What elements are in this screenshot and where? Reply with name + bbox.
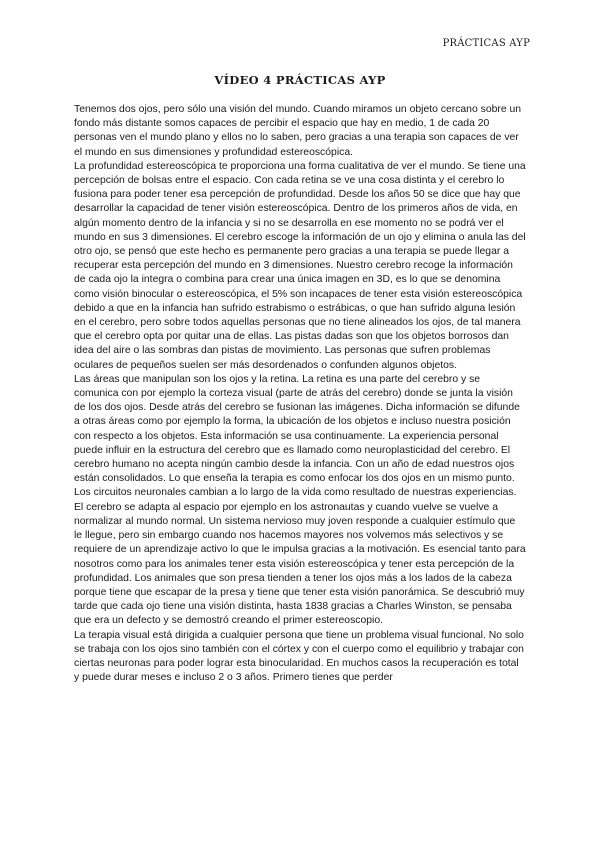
paragraph-intro: Tenemos dos ojos, pero sólo una visión del mundo. Cuando miramos un objeto cercano sobre un fondo más distante somos capaces de percibir el espacio que hay en medio, 1 de cada 20 personas ven el mundo plano y ellos no lo saben, pero gracias a una terapia son capaces de ver el mundo en sus dimensiones y profundidad estereoscópica.	[74, 104, 522, 158]
document-title: VÍDEO 4 PRÁCTICAS AYP	[214, 73, 386, 87]
running-header: PRÁCTICAS AYP	[442, 38, 530, 49]
paragraph-brain-areas: Las áreas que manipulan son los ojos y la retina. La retina es una parte del cerebro y se comunica con por ejemplo la corteza visual (parte de atrás del cerebro) donde se junta la visión de los dos ojos. Desde atrás del cerebro se fusionan las imágenes. Dicha información se difunde a otras áreas como por ejemplo la forma, la ubicación de los objetos e incluso nuestra posición con respecto a los objetos. Esta información se usa continuamente. La experiencia personal puede influir en la estructura del cerebro que es llamado como neuroplasticidad del cerebro. El cerebro humano no acepta ningún cambio desde la infancia. Con un año de edad nuestros ojos están consolidados. Lo que enseña la terapia es como enfocar los dos ojos en un mismo punto.	[74, 373, 520, 485]
paragraph-neural-circuits: Los circuitos neuronales cambian a lo largo de la vida como resultado de nuestras experiencias. El cerebro se adapta al espacio por ejemplo en los astronautas y cuando vuelve se vuelve a normalizar al mundo normal. Un sistema nervioso muy joven responde a cualquier estímulo que le llegue, pero sin embargo cuando nos hacemos mayores nos volvemos más selectivos y se requiere de un aprendizaje activo lo que le impulsa gracias a la motivación. Es esencial tanto para nosotros como para los animales tener esta visión estereoscópica y tener esta percepción de la profundidad. Los animales que son presa tienden a tener los ojos más a los lados de la cabeza porque tiene que escapar de la presa y tiene que tener esta visión panorámica. Se descubrió muy tarde que cada ojo tiene una visión distinta, hasta 1838 gracias a Charles Winston, se pensaba que era un defecto y se demostró creando el primer estereoscopio.	[74, 487, 526, 627]
paragraph-visual-therapy: La terapia visual está dirigida a cualquier persona que tiene un problema visual funcional. No solo se trabaja con los ojos sino también con el córtex y con el cuerpo como el equilibrio y trabajar con ciertas neuronas para poder lograr esta binocularidad. En muchos casos la recuperación es total y puede durar meses e incluso 2 o 3 años. Primero tienes que perder	[74, 629, 524, 684]
paragraph-stereoscopic-depth: La profundidad estereoscópica te proporciona una forma cualitativa de ver el mundo. Se tiene una percepción de bolsas entre el espacio. Con cada retina se ve una cosa distinta y el cerebro lo fusiona para poder tener esa percepción de profundidad. Desde los años 50 se dice que hay que desarrollar la capacidad de tener visión estereoscópica. Dentro de los primeros años de vida, en algún momento dentro de la infancia y si no se desarrolla en ese momento no se podrá ver el mundo en sus 3 dimensiones. El cerebro escoge la información de un ojo y elimina o anula las del otro ojo, se pensó que este hecho es permanente pero gracias a una terapia se puede llegar a recuperar esta percepción del mundo en 3 dimensiones. Nuestro cerebro recoge la información de cada ojo la integra o combina para crear una única imagen en 3D, es lo que se denomina como visión binocular o estereoscópica, el 5% son incapaces de tener esta visión estereoscópica debido a que en la infancia han sufrido estrabismo o estrábicas, o que han sufrido alguna lesión en el cerebro, pero sobre todos aquellas personas que no tiene alineados los ojos, de tal manera que el cerebro opta por quitar una de ellas. Las pistas dadas son que los objetos borrosos dan idea del aire o las sombras dan pistas de movimiento. Las personas que sufren problemas oculares de pequeños suelen ser más desordenados o confunden algunos objetos.	[74, 160, 526, 371]
document-body	[74, 103, 526, 845]
